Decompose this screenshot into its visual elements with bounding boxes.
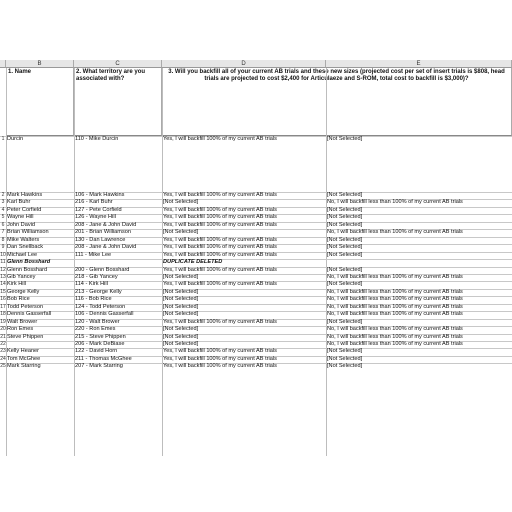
table-cell-b[interactable]: Kelly Heaner: [7, 348, 40, 355]
row-number[interactable]: 5: [1, 214, 5, 221]
table-cell-b[interactable]: Dan Snellback: [7, 244, 44, 251]
table-cell-d[interactable]: Yes, I will backfill 100% of my current AB trials: [163, 221, 277, 228]
row-number[interactable]: 14: [0, 281, 6, 288]
spreadsheet: [0, 60, 512, 456]
table-cell-d[interactable]: Yes, I will backfill 100% of my current AB trials: [163, 192, 277, 198]
table-cell-e[interactable]: [Not Selected]: [327, 363, 363, 370]
table-cell-d[interactable]: Yes, I will backfill 100% of my current AB trials: [163, 355, 277, 362]
table-cell-b[interactable]: Ron Emes: [7, 326, 34, 333]
table-cell-b[interactable]: Brian Williamson: [7, 229, 49, 236]
table-cell-c[interactable]: 215 - Steve Phippen: [75, 333, 126, 340]
header-cell-backfill[interactable]: 3. Will you backfill all of your current AB trials and these new sizes (projected cost per set of insert trials is $808, head trials are projected to cost $2,400 for Articulaeze and S-ROM, total cost to backfill is $3,000)?: [162, 68, 512, 136]
column-header-b[interactable]: B: [6, 60, 74, 68]
row-number[interactable]: 11: [0, 259, 6, 266]
table-cell-d[interactable]: Yes, I will backfill 100% of my current AB trials: [163, 266, 277, 273]
table-cell-c[interactable]: 111 - Mike Lee: [75, 251, 112, 258]
table-cell-c[interactable]: 213 - George Kelly: [75, 288, 122, 295]
table-cell-c[interactable]: 114 - Kirk Hill: [75, 281, 108, 288]
table-cell-c[interactable]: 201 - Brian Williamson: [75, 229, 131, 236]
table-cell-c[interactable]: 220 - Ron Emes: [75, 326, 116, 333]
table-cell-e[interactable]: [Not Selected]: [327, 221, 363, 228]
table-cell-b[interactable]: Gib Yancey: [7, 273, 36, 280]
table-cell-d[interactable]: Yes, I will backfill 100% of my current AB trials: [163, 136, 277, 142]
table-cell-b[interactable]: George Kelly: [7, 288, 40, 295]
table-cell-e[interactable]: No, I will backfill less than 100% of my current AB trials: [327, 273, 463, 280]
table-cell-b[interactable]: Michael Lee: [7, 251, 38, 258]
table-cell-e[interactable]: No, I will backfill less than 100% of my current AB trials: [327, 296, 463, 303]
table-cell-c[interactable]: 124 - Todd Peterson: [75, 303, 126, 310]
table-cell-d[interactable]: DUPLICATE DELETED: [163, 259, 223, 266]
table-cell-b[interactable]: Tom McGhee: [7, 355, 41, 362]
header-cell-name[interactable]: 1. Name: [6, 68, 74, 136]
table-cell-d[interactable]: Yes, I will backfill 100% of my current AB trials: [163, 281, 277, 288]
table-cell-d[interactable]: Yes, I will backfill 100% of my current AB trials: [163, 348, 277, 355]
table-cell-c[interactable]: 216 - Karl Buhr: [75, 199, 113, 206]
table-cell-c[interactable]: 106 - Mark Hawkins: [75, 192, 125, 198]
table-cell-c[interactable]: 207 - Mark Starring: [75, 363, 123, 370]
table-cell-e[interactable]: [Not Selected]: [327, 136, 363, 142]
row-number[interactable]: 24: [0, 355, 6, 362]
table-cell-b[interactable]: Mark Hawkins: [7, 192, 43, 198]
table-cell-c[interactable]: 127 - Pete Corfield: [75, 206, 122, 213]
table-cell-b[interactable]: Bob Rice: [7, 296, 30, 303]
table-cell-e[interactable]: [Not Selected]: [327, 266, 363, 273]
table-cell-d[interactable]: [Not Selected]: [163, 326, 199, 333]
table-cell-c[interactable]: 120 - Walt Brower: [75, 318, 120, 325]
table-cell-c[interactable]: [74, 259, 162, 266]
table-cell-b[interactable]: Mike Walters: [7, 236, 40, 243]
table-cell-b[interactable]: Glenn Bosshard: [7, 266, 48, 273]
row-number[interactable]: 12: [0, 266, 6, 273]
table-cell-d[interactable]: Yes, I will backfill 100% of my current AB trials: [163, 236, 277, 243]
table-cell-d[interactable]: Yes, I will backfill 100% of my current AB trials: [163, 244, 277, 251]
row-number[interactable]: 8: [1, 236, 5, 243]
table-cell-e[interactable]: No, I will backfill less than 100% of my current AB trials: [327, 326, 463, 333]
row-number[interactable]: 7: [1, 229, 5, 236]
table-cell-d[interactable]: [Not Selected]: [163, 311, 199, 318]
column-header-e[interactable]: E: [326, 60, 512, 68]
row-number[interactable]: 9: [1, 244, 5, 251]
table-cell-e[interactable]: [Not Selected]: [327, 281, 363, 288]
table-cell-e[interactable]: [Not Selected]: [327, 214, 363, 221]
table-cell-d[interactable]: Yes, I will backfill 100% of my current AB trials: [163, 206, 277, 213]
row-number[interactable]: 1: [1, 136, 5, 142]
row-number[interactable]: 10: [0, 251, 6, 258]
table-cell-b[interactable]: Wayne Hill: [7, 214, 34, 221]
table-cell-e[interactable]: No, I will backfill less than 100% of my current AB trials: [327, 199, 463, 206]
table-cell-e[interactable]: [Not Selected]: [327, 318, 363, 325]
row-number[interactable]: 21: [0, 333, 6, 340]
table-cell-d[interactable]: [Not Selected]: [163, 229, 199, 236]
row-number[interactable]: 19: [0, 318, 6, 325]
table-cell-b[interactable]: Steve Phippen: [7, 333, 44, 340]
table-cell-d[interactable]: [Not Selected]: [163, 296, 199, 303]
row-number[interactable]: 18: [0, 311, 6, 318]
table-cell-e[interactable]: No, I will backfill less than 100% of my current AB trials: [327, 341, 463, 347]
table-cell-d[interactable]: [Not Selected]: [163, 288, 199, 295]
table-cell-d[interactable]: [Not Selected]: [163, 303, 199, 310]
header-cell-territory[interactable]: 2. What territory are you associated with?: [74, 68, 162, 136]
table-cell-b[interactable]: Glenn Bosshard: [7, 259, 51, 266]
table-cell-e[interactable]: [Not Selected]: [327, 244, 363, 251]
table-cell-e[interactable]: No, I will backfill less than 100% of my current AB trials: [327, 333, 463, 340]
table-cell-c[interactable]: 218 - Gib Yancey: [75, 273, 118, 280]
row-number[interactable]: 20: [0, 326, 6, 333]
table-cell-b[interactable]: Walt Brower: [7, 318, 38, 325]
table-cell-b[interactable]: Mark Starring: [7, 363, 41, 370]
table-cell-e[interactable]: [Not Selected]: [327, 355, 363, 362]
table-cell-d[interactable]: [Not Selected]: [163, 333, 199, 340]
table-cell-c[interactable]: 130 - Dan Lawrence: [75, 236, 126, 243]
row-number[interactable]: 23: [0, 348, 6, 355]
row-number[interactable]: 22: [0, 341, 6, 347]
table-cell-c[interactable]: 206 - Mark DeBiase: [75, 341, 125, 347]
table-cell-b[interactable]: Todd Peterson: [7, 303, 44, 310]
row-number[interactable]: 25: [0, 363, 6, 370]
table-cell-e[interactable]: [Not Selected]: [327, 251, 363, 258]
table-cell-d[interactable]: [Not Selected]: [163, 273, 199, 280]
row-number[interactable]: 2: [1, 192, 5, 198]
row-number[interactable]: 16: [0, 296, 6, 303]
table-cell-c[interactable]: 200 - Glenn Bosshard: [75, 266, 130, 273]
row-number[interactable]: 6: [1, 221, 5, 228]
table-cell-d[interactable]: [Not Selected]: [163, 199, 199, 206]
table-cell-b[interactable]: Karl Buhr: [7, 199, 31, 206]
row-number[interactable]: 13: [0, 273, 6, 280]
row-number[interactable]: 17: [0, 303, 6, 310]
column-header-d[interactable]: D: [162, 60, 326, 68]
table-cell-c[interactable]: 110 - Mike Durcin: [75, 136, 119, 142]
row-number[interactable]: 3: [1, 199, 5, 206]
table-cell-c[interactable]: 208 - Jane & John David: [75, 244, 137, 251]
table-cell-c[interactable]: 126 - Wayne Hill: [75, 214, 116, 221]
table-cell-c[interactable]: 211 - Thomas McGhee: [75, 355, 132, 362]
column-header-c[interactable]: C: [74, 60, 162, 68]
table-cell-e[interactable]: [Not Selected]: [327, 192, 363, 198]
table-cell-d[interactable]: [Not Selected]: [163, 341, 199, 347]
table-cell-d[interactable]: Yes, I will backfill 100% of my current AB trials: [163, 318, 277, 325]
row-number[interactable]: 4: [1, 206, 5, 213]
table-cell-e[interactable]: No, I will backfill less than 100% of my current AB trials: [327, 303, 463, 310]
row-number[interactable]: 15: [0, 288, 6, 295]
table-cell-e[interactable]: No, I will backfill less than 100% of my current AB trials: [327, 288, 463, 295]
table-cell-b[interactable]: Kirk Hill: [7, 281, 26, 288]
table-cell-e[interactable]: [Not Selected]: [327, 236, 363, 243]
table-cell-c[interactable]: 116 - Bob Rice: [75, 296, 112, 303]
table-cell-e[interactable]: [Not Selected]: [327, 206, 363, 213]
table-cell-e[interactable]: [Not Selected]: [327, 348, 363, 355]
table-cell-c[interactable]: 106 - Dennis Gasserfall: [75, 311, 134, 318]
table-cell-e[interactable]: [326, 259, 512, 266]
table-cell-e[interactable]: No, I will backfill less than 100% of my current AB trials: [327, 311, 463, 318]
table-cell-c[interactable]: 208 - Jane & John David: [75, 221, 137, 228]
table-cell-d[interactable]: Yes, I will backfill 100% of my current AB trials: [163, 214, 277, 221]
table-cell-b[interactable]: [6, 341, 74, 348]
table-cell-b[interactable]: Durcin: [7, 136, 24, 142]
table-cell-c[interactable]: 122 - David Horn: [75, 348, 118, 355]
table-cell-b[interactable]: Peter Corfield: [7, 206, 42, 213]
table-cell-b[interactable]: John David: [7, 221, 35, 228]
table-cell-d[interactable]: Yes, I will backfill 100% of my current AB trials: [163, 363, 277, 370]
table-cell-b[interactable]: Dennis Gasserfall: [7, 311, 52, 318]
table-cell-e[interactable]: No, I will backfill less than 100% of my current AB trials: [327, 229, 463, 236]
table-cell-d[interactable]: Yes, I will backfill 100% of my current AB trials: [163, 251, 277, 258]
